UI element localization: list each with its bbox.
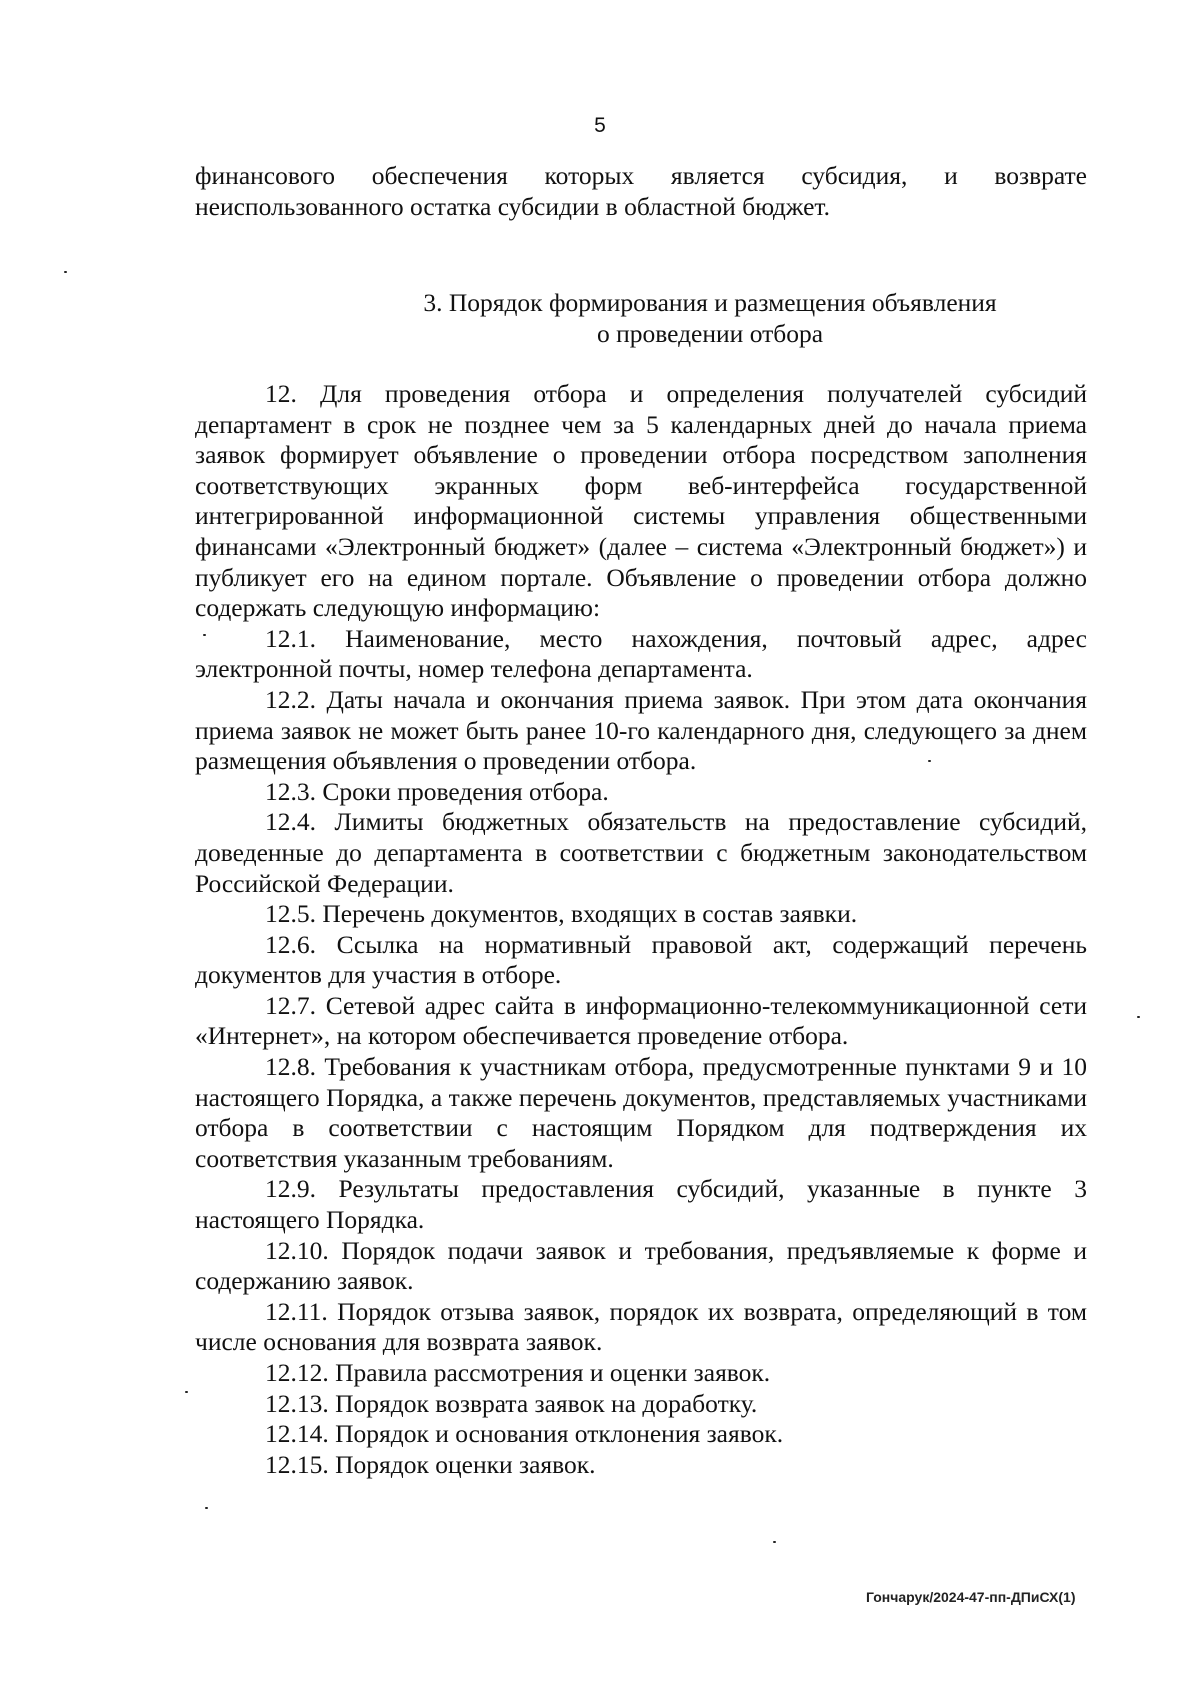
paragraph-12-6: 12.6. Ссылка на нормативный правовой акт, содержащий перечень документов для участия в отборе. <box>195 929 1087 990</box>
paragraph-12: 12. Для проведения отбора и определения получателей субсидий департамент в срок не позднее чем за 5 календарных дней до начала приема заявок формирует объявление о проведении отбора посредством заполнения соответствующих экранных форм веб-интерфейса государственной интегрированной информационной системы управления общественными финансами «Электронный бюджет» (далее – система «Электронный бюджет») и публикует его на едином портале. Объявление о проведении отбора должно содержать следующую информацию: <box>195 379 1087 623</box>
section-body <box>195 379 1087 1480</box>
paragraph-12-15: 12.15. Порядок оценки заявок. <box>265 1449 596 1479</box>
continuation-block <box>195 161 1087 222</box>
scan-speck <box>203 634 206 636</box>
scan-speck <box>773 1541 776 1543</box>
section-heading <box>260 287 1160 349</box>
paragraph-12-11: 12.11. Порядок отзыва заявок, порядок их возврата, определяющий в том числе основания для возврата заявок. <box>195 1296 1087 1357</box>
paragraph-12-2: 12.2. Даты начала и окончания приема заявок. При этом дата окончания приема заявок не может быть ранее 10-го календарного дня, следующего за днем размещения объявления о проведении отбора. <box>195 684 1087 776</box>
paragraph-12-8: 12.8. Требования к участникам отбора, предусмотренные пунктами 9 и 10 настоящего Порядка, а также перечень документов, представляемых участниками отбора в соответствии с настоящим Порядком для подтверждения их соответствия указанным требованиям. <box>195 1052 1087 1173</box>
continuation-paragraph: финансового обеспечения которых является субсидия, и возврате неиспользованного остатка субсидии в областной бюджет. <box>195 161 1087 221</box>
section-heading-line-2: о проведении отбора <box>596 319 824 348</box>
scan-speck <box>205 1507 208 1509</box>
document-code: Гончарук/2024-47-пп-ДПиСХ(1) <box>866 1589 1076 1605</box>
paragraph-12-4: 12.4. Лимиты бюджетных обязательств на предоставление субсидий, доведенные до департамента в соответствии с бюджетным законодательством Российской Федерации. <box>195 807 1087 898</box>
scan-speck <box>64 271 67 273</box>
paragraph-12-13: 12.13. Порядок возврата заявок на доработку. <box>265 1388 758 1418</box>
page-number: 5 <box>594 114 606 137</box>
section-heading-line-1: 3. Порядок формирования и размещения объявления <box>423 288 997 317</box>
paragraph-12-14: 12.14. Порядок и основания отклонения заявок. <box>265 1419 784 1449</box>
scan-speck <box>185 1391 188 1393</box>
paragraph-12-7: 12.7. Сетевой адрес сайта в информационно-телекоммуникационной сети «Интернет», на котором обеспечивается проведение отбора. <box>195 990 1087 1051</box>
paragraph-12-5: 12.5. Перечень документов, входящих в состав заявки. <box>265 899 858 929</box>
scan-speck <box>1137 1016 1140 1018</box>
paragraph-12-12: 12.12. Правила рассмотрения и оценки заявок. <box>265 1358 771 1387</box>
paragraph-12-3: 12.3. Сроки проведения отбора. <box>265 776 609 806</box>
paragraph-12-9: 12.9. Результаты предоставления субсидий, указанные в пункте 3 настоящего Порядка. <box>195 1174 1087 1235</box>
scan-speck <box>928 760 931 762</box>
paragraph-12-1: 12.1. Наименование, место нахождения, почтовый адрес, адрес электронной почты, номер телефона департамента. <box>195 623 1087 684</box>
paragraph-12-10: 12.10. Порядок подачи заявок и требования, предъявляемые к форме и содержанию заявок. <box>195 1235 1087 1296</box>
